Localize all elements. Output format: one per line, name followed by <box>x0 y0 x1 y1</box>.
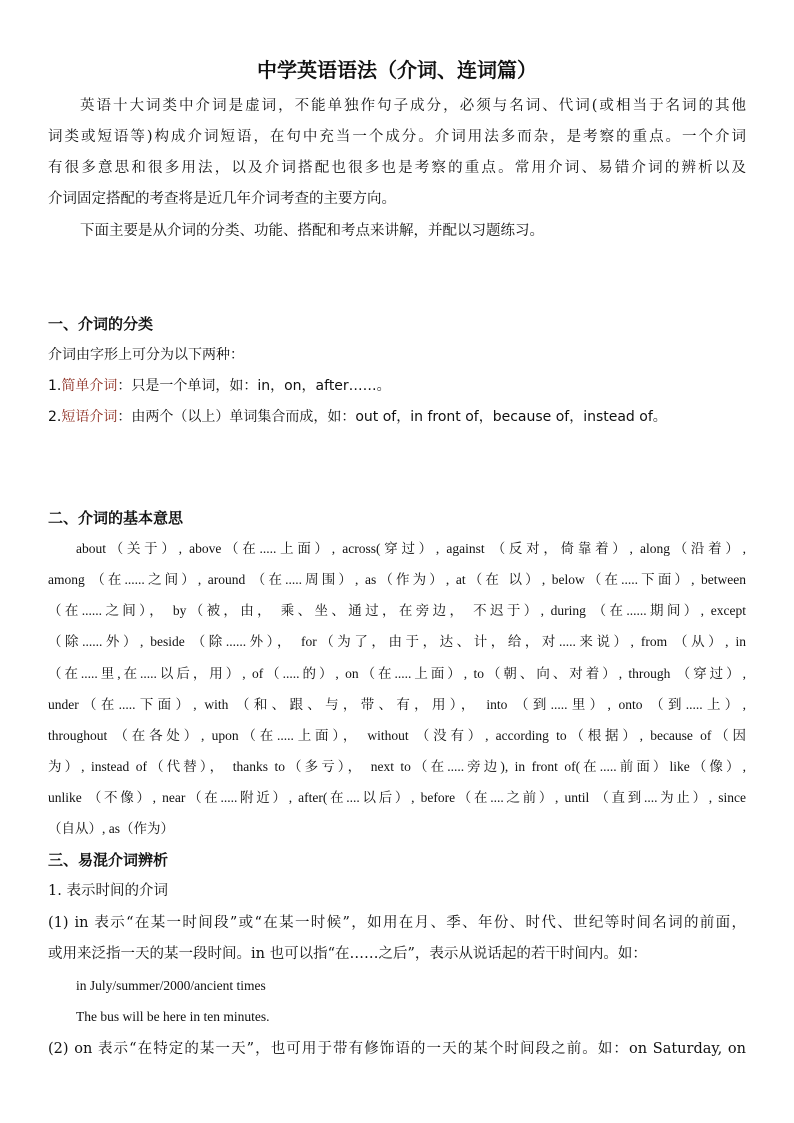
meaning-line-1: about（关于）, above（在.....上面）, across(穿过）, against （反对，倚靠着）, along（沿着）, <box>76 541 746 556</box>
section2-heading: 二、介词的基本意思 <box>48 509 184 527</box>
in-usage-line-1: (1) in 表示“在某一时间段”或“在某一时候”，如用在月、季、年份、时代、世纪等时间名词的前面， <box>48 915 746 931</box>
item-number: 1. <box>48 378 62 394</box>
section1-item-phrase <box>48 407 746 427</box>
meaning-line-9: unlike （不像）, near（在.....附近）, after(在....以后）, before（在....之前）, until （直到....为止）, since <box>48 790 746 805</box>
meaning-line-6: under（在.....下面）, with （和、跟、与，带、有，用）， into （到.....里）, onto （到.....上）, <box>48 697 746 712</box>
meaning-line-4: （除......外）, beside （除......外）， for（为了，由于，达、计，给，对.....来说）, from （从）, in <box>48 634 746 649</box>
term-phrase-preposition: 短语介词 <box>61 409 118 425</box>
intro-second-paragraph: 下面主要是从介词的分类、功能、搭配和考点来讲解，并配以习题练习。 <box>80 223 544 239</box>
section1-item-simple <box>48 376 746 396</box>
section1-heading: 一、介词的分类 <box>48 315 154 333</box>
meaning-line-3: （在......之间）， by（被，由， 乘、坐、通过，在旁边， 不迟于）, during （在......期间）, except <box>48 603 746 618</box>
intro-line-1: 英语十大词类中介词是虚词，不能单独作句子成分，必须与名词、代词(或相当于名词的其他 <box>80 98 746 114</box>
section3-heading: 三、易混介词辨析 <box>48 851 169 869</box>
in-example-1: in July/summer/2000/ancient times <box>76 978 266 993</box>
term-simple-preposition: 简单介词 <box>61 378 118 394</box>
meaning-line-5: （在.....里,在.....以后，用）, of（.....的）, on（在.....上面）, to（朝、向、对着）, through （穿过）, <box>48 666 746 681</box>
meaning-line-8: 为）, instead of（代替）， thanks to（多亏）， next to（在.....旁边), in front of(在.....前面）like（像）, <box>48 759 746 774</box>
item-text: ：由两个（以上）单词集合而成，如：out of，in front of，because of，instead of。 <box>117 409 667 425</box>
intro-line-4: 介词固定搭配的考查将是近几年介词考查的主要方向。 <box>48 191 396 207</box>
intro-line-3: 有很多意思和很多用法，以及介词搭配也很多也是考察的重点。常用介词、易错介词的辨析以及 <box>48 160 746 176</box>
item-text: ：只是一个单词，如：in，on，after……。 <box>117 378 391 394</box>
meaning-line-7: throughout （在各处）, upon（在.....上面）， without （没有）, according to（根据）, because of（因 <box>48 728 746 743</box>
in-example-2: The bus will be here in ten minutes. <box>76 1009 270 1024</box>
meaning-line-10: （自从）, as（作为） <box>48 821 174 836</box>
meaning-line-2: among （在......之间）, around （在.....周围）, as（作为）, at（在 以）, below（在.....下面）, between <box>48 572 746 587</box>
section1-desc: 介词由字形上可分为以下两种： <box>48 347 244 363</box>
in-usage-line-2: 或用来泛指一天的某一段时间。in 也可以指“在……之后”，表示从说话起的若干时间内。如： <box>48 946 647 962</box>
section3-subheading-time: 1. 表示时间的介词 <box>48 883 168 899</box>
on-usage-line-1: (2) on 表示“在特定的某一天”，也可用于带有修饰语的一天的某个时间段之前。如：on Saturday, on <box>48 1041 746 1057</box>
intro-line-2: 词类或短语等)构成介词短语，在句中充当一个成分。介词用法多而杂，是考察的重点。一个介词 <box>48 129 746 145</box>
item-number: 2. <box>48 409 62 425</box>
page-title: 中学英语语法（介词、连词篇） <box>257 58 537 82</box>
